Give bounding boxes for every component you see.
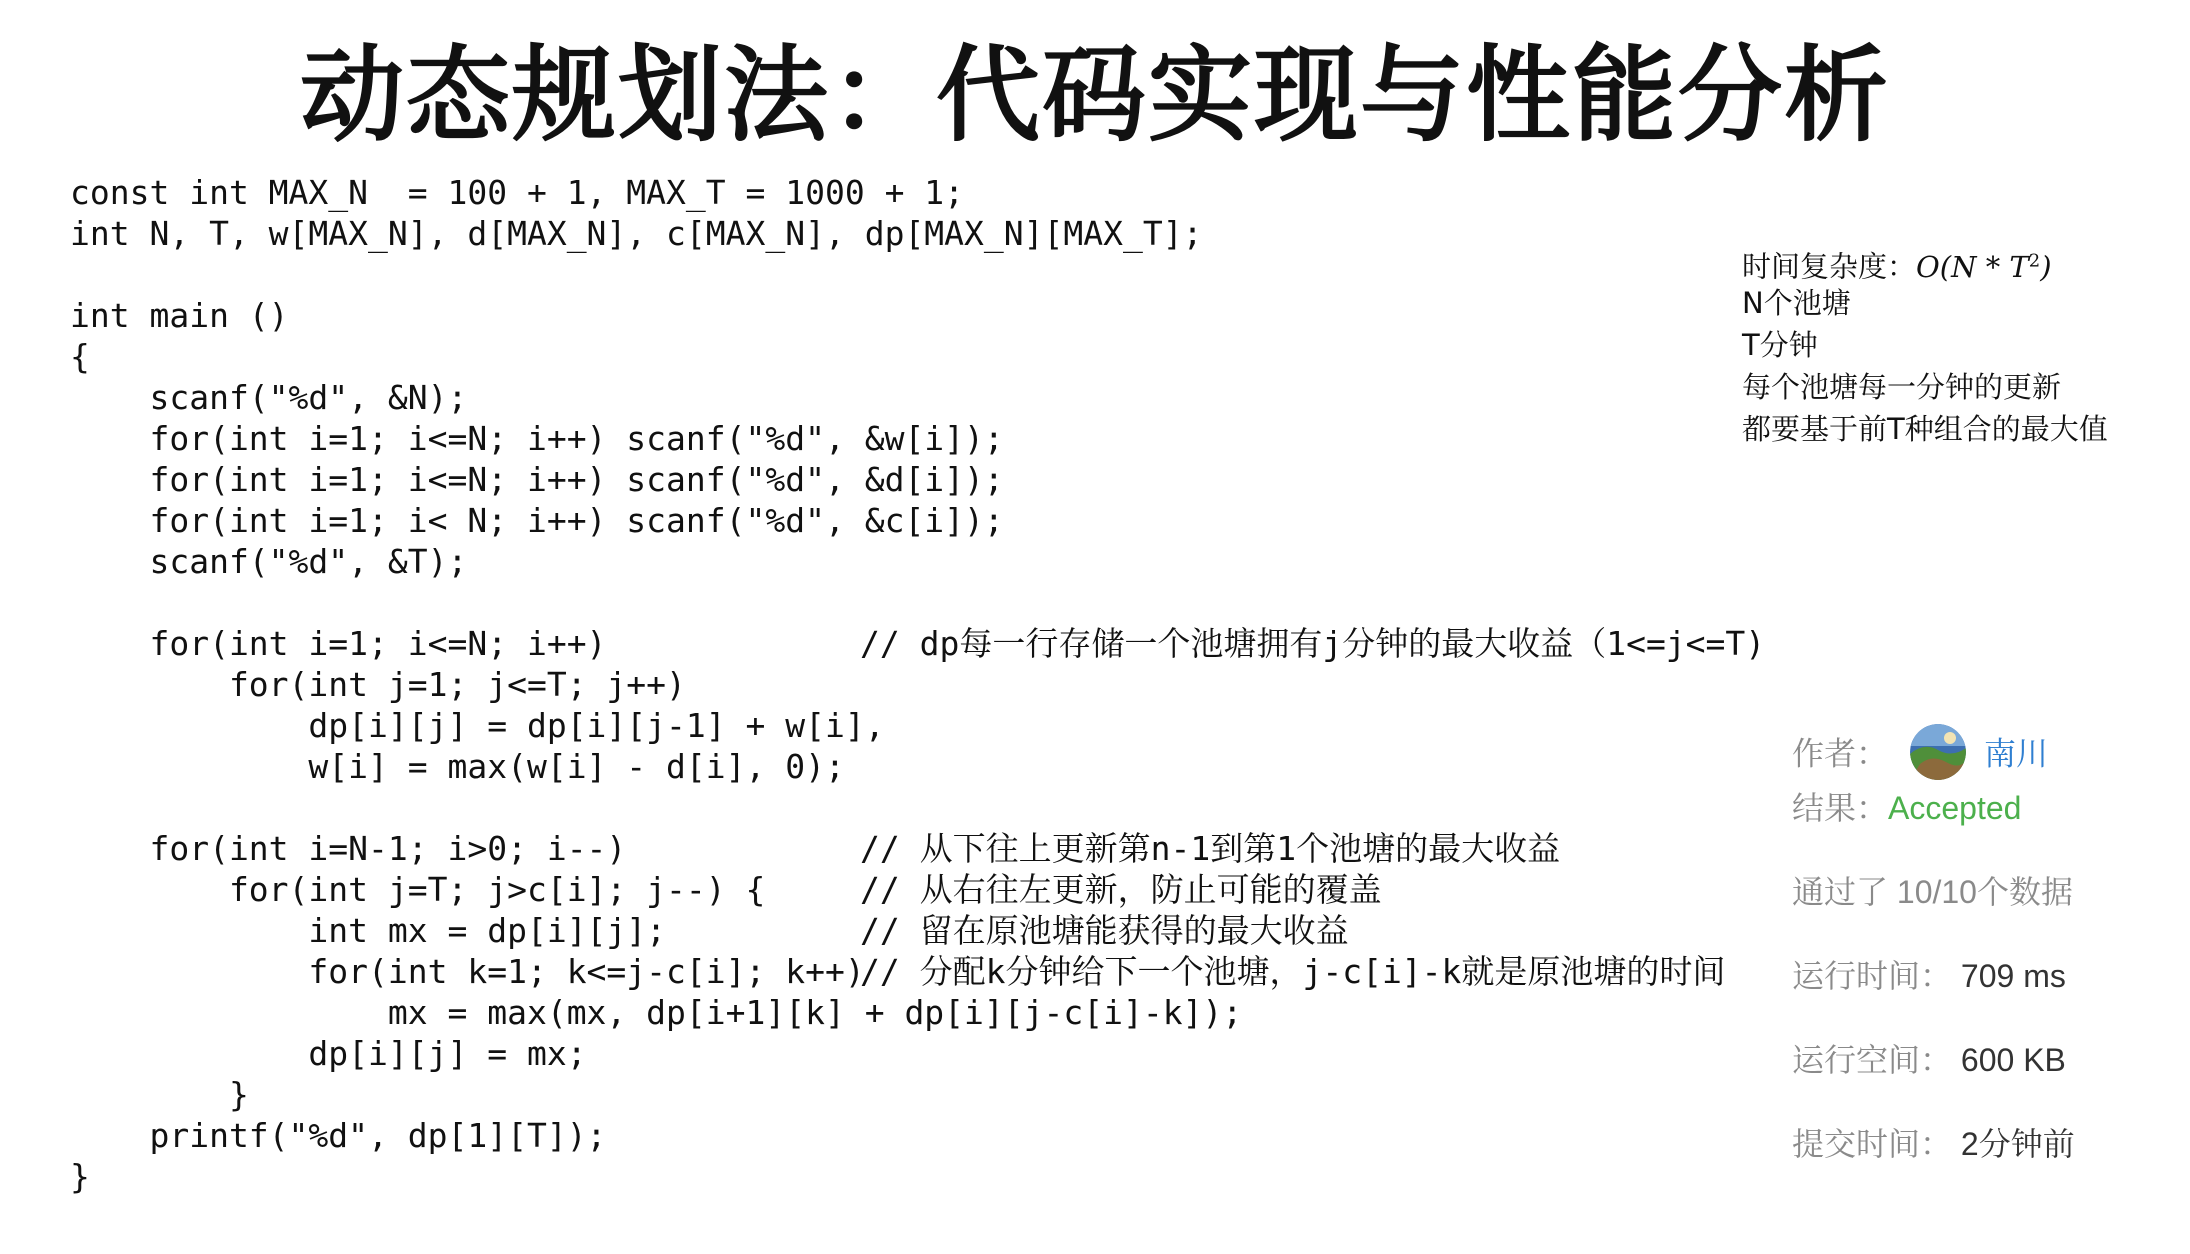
code-text: for(int j=T; j>c[i]; j--) { xyxy=(70,870,766,909)
code-text: for(int i=1; i<=N; i++) scanf("%d", &w[i]); xyxy=(70,419,1004,458)
complexity-line xyxy=(1742,240,2108,282)
slide-title: 动态规划法：代码实现与性能分析 xyxy=(299,34,1890,156)
submit-time-row xyxy=(1792,1122,2075,1166)
code-line xyxy=(70,705,1760,746)
note-line-update: 每个池塘每一分钟的更新 xyxy=(1742,370,2062,404)
passed-text: 通过了 10/10个数据 xyxy=(1792,874,2073,910)
code-line xyxy=(70,664,1760,705)
submit-time-label: 提交时间： xyxy=(1792,1126,1953,1162)
code-line xyxy=(70,254,1760,295)
result-status: Accepted xyxy=(1888,790,2022,826)
author-label: 作者： xyxy=(1792,735,1889,772)
author-row xyxy=(1792,728,2048,772)
code-line xyxy=(70,1115,1760,1156)
code-line xyxy=(70,213,1760,254)
code-line xyxy=(70,459,1760,500)
code-comment: // dp每一行存储一个池塘拥有j分钟的最大收益（1<=j<=T) xyxy=(860,624,1766,663)
memory-value: 600 KB xyxy=(1960,1042,2066,1078)
memory-label: 运行空间： xyxy=(1792,1042,1953,1078)
code-block xyxy=(70,172,1766,1197)
code-text: } xyxy=(70,1157,90,1196)
code-text: dp[i][j] = mx; xyxy=(70,1034,587,1073)
code-text: for(int i=1; i<=N; i++) scanf("%d", &d[i]); xyxy=(70,460,1004,499)
code-text: scanf("%d", &T); xyxy=(70,542,468,581)
code-text: for(int k=1; k<=j-c[i]; k++) xyxy=(70,952,865,991)
code-line xyxy=(70,746,1760,787)
code-text: int mx = dp[i][j]; xyxy=(70,911,667,950)
code-text: for(int i=1; i<=N; i++) xyxy=(70,624,607,663)
complexity-notes xyxy=(1742,240,2108,450)
code-line xyxy=(70,541,1760,582)
code-comment: // 从下往上更新第n-1到第1个池塘的最大收益 xyxy=(860,829,1561,868)
complexity-exponent: 2 xyxy=(2028,250,2041,271)
code-line xyxy=(70,992,1760,1033)
code-comment: // 留在原池塘能获得的最大收益 xyxy=(860,911,1349,950)
code-line xyxy=(70,869,1760,910)
runtime-row xyxy=(1792,954,2066,998)
code-text: dp[i][j] = dp[i][j-1] + w[i], xyxy=(70,706,885,745)
passed-row xyxy=(1792,870,2073,914)
code-line xyxy=(70,828,1760,869)
code-text: w[i] = max(w[i] - d[i], 0); xyxy=(70,747,845,786)
note-line-ponds: N个池塘 xyxy=(1742,286,1851,320)
code-text: { xyxy=(70,337,90,376)
result-row xyxy=(1792,786,2021,830)
code-text: const int MAX_N = 100 + 1, MAX_T = 1000 + 1; xyxy=(70,173,965,212)
code-text: mx = max(mx, dp[i+1][k] + dp[i][j-c[i]-k]); xyxy=(70,993,1243,1032)
code-line xyxy=(70,418,1760,459)
complexity-formula: $O(N * T^2)$ xyxy=(1916,249,2052,284)
code-text: } xyxy=(70,1075,249,1114)
result-label: 结果： xyxy=(1792,790,1889,826)
note-line-minutes: T分钟 xyxy=(1742,328,1818,362)
code-text: printf("%d", dp[1][T]); xyxy=(70,1116,607,1155)
submit-time-value: 2分钟前 xyxy=(1960,1126,2075,1162)
code-comment: // 分配k分钟给下一个池塘，j-c[i]-k就是原池塘的时间 xyxy=(860,952,1726,991)
code-line xyxy=(70,295,1760,336)
code-line xyxy=(70,172,1760,213)
code-comment: // 从右往左更新，防止可能的覆盖 xyxy=(860,870,1382,909)
code-text: int N, T, w[MAX_N], d[MAX_N], c[MAX_N], dp[MAX_N][MAX_T]; xyxy=(70,214,1203,253)
code-line xyxy=(70,1033,1760,1074)
code-line xyxy=(70,787,1760,828)
code-line xyxy=(70,582,1760,623)
code-text: for(int j=1; j<=T; j++) xyxy=(70,665,686,704)
code-text: scanf("%d", &N); xyxy=(70,378,468,417)
memory-row xyxy=(1792,1038,2066,1082)
code-line xyxy=(70,1074,1760,1115)
code-text: int main () xyxy=(70,296,289,335)
code-line xyxy=(70,336,1760,377)
code-text: for(int i=N-1; i>0; i--) xyxy=(70,829,627,868)
code-line xyxy=(70,1156,1760,1197)
code-line xyxy=(70,500,1760,541)
code-line xyxy=(70,951,1760,992)
note-line-basis: 都要基于前T种组合的最大值 xyxy=(1742,412,2108,446)
avatar[interactable] xyxy=(1910,724,1966,780)
code-line xyxy=(70,377,1760,418)
runtime-value: 709 ms xyxy=(1960,958,2066,994)
author-name-link[interactable]: 南川 xyxy=(1984,735,2049,772)
runtime-label: 运行时间： xyxy=(1792,958,1953,994)
complexity-label: 时间复杂度： xyxy=(1742,249,1917,284)
code-line xyxy=(70,910,1760,951)
code-text: for(int i=1; i< N; i++) scanf("%d", &c[i]); xyxy=(70,501,1004,540)
code-line xyxy=(70,623,1766,664)
